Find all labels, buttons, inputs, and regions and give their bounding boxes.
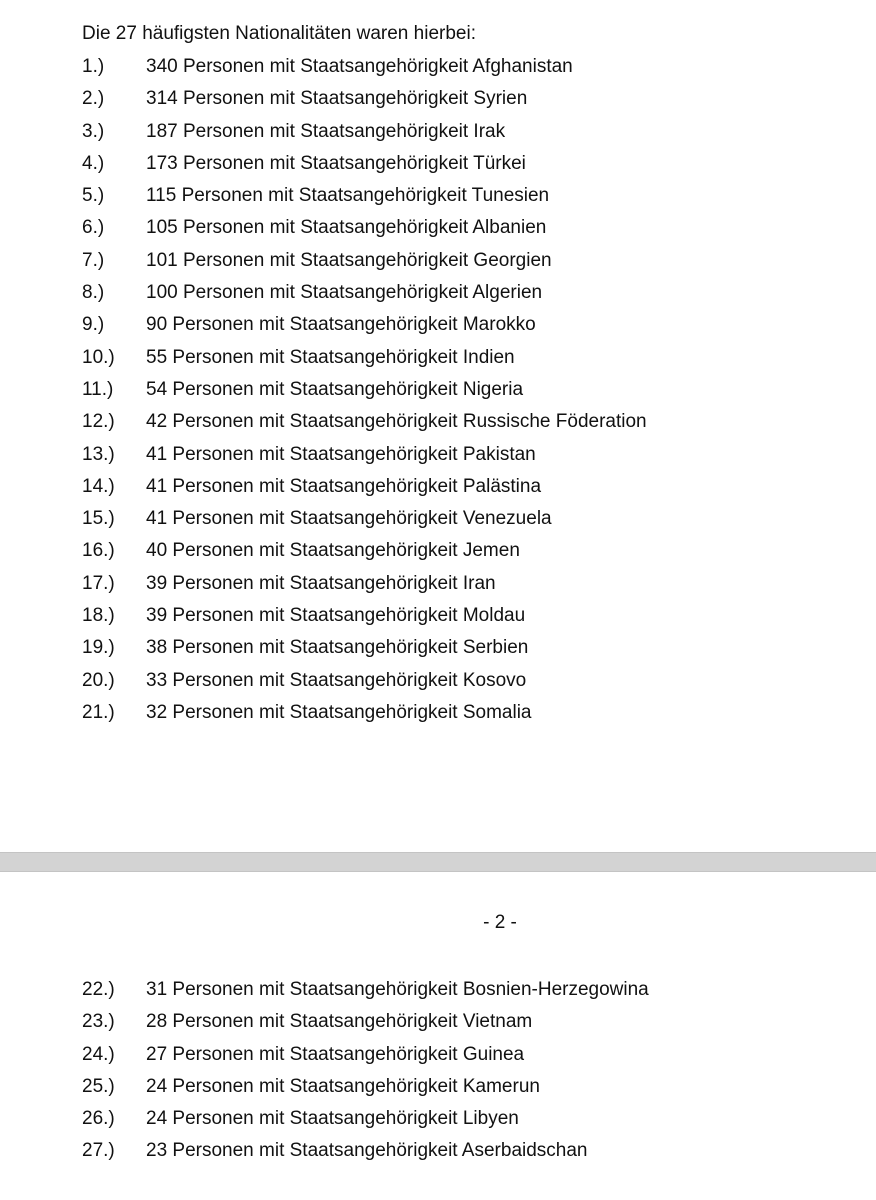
- list-item-text: 101 Personen mit Staatsangehörigkeit Georgien: [146, 249, 552, 271]
- list-item: [82, 121, 647, 153]
- list-item-number: 18.): [82, 605, 115, 627]
- list-item: [82, 411, 647, 443]
- list-item: [82, 476, 647, 508]
- list-item-text: 39 Personen mit Staatsangehörigkeit Moldau: [146, 605, 526, 627]
- list-item-number: 3.): [82, 120, 105, 142]
- list-item: [82, 379, 647, 411]
- list-item-number: 17.): [82, 572, 115, 594]
- list-item-number: 7.): [82, 249, 105, 271]
- list-item-text: 54 Personen mit Staatsangehörigkeit Nigeria: [146, 378, 524, 400]
- list-item: [82, 1140, 649, 1172]
- page-separator: [0, 852, 876, 872]
- list-item: [82, 508, 647, 540]
- list-item-text: 24 Personen mit Staatsangehörigkeit Kamerun: [146, 1075, 540, 1097]
- list-item: [82, 88, 647, 120]
- list-item-number: 26.): [82, 1108, 115, 1130]
- list-item-number: 1.): [82, 56, 105, 77]
- list-item: [82, 56, 647, 88]
- list-item-number: 11.): [82, 378, 114, 400]
- list-item: [82, 444, 647, 476]
- list-item-number: 23.): [82, 1011, 115, 1033]
- list-item-text: 31 Personen mit Staatsangehörigkeit Bosnien-Herzegowina: [146, 979, 649, 1000]
- list-item: [82, 217, 647, 249]
- list-item-text: 39 Personen mit Staatsangehörigkeit Iran: [146, 572, 496, 594]
- list-item: [82, 670, 647, 702]
- list-item: [82, 702, 647, 734]
- list-item-number: 10.): [82, 346, 115, 368]
- list-item-text: 100 Personen mit Staatsangehörigkeit Algerien: [146, 282, 543, 304]
- nationality-list-continued: [82, 979, 649, 1173]
- list-item: [82, 637, 647, 669]
- list-item: [82, 1044, 649, 1076]
- list-item: [82, 1076, 649, 1108]
- list-item: [82, 314, 647, 346]
- document-page-2: [0, 872, 876, 1200]
- list-item-number: 12.): [82, 411, 115, 433]
- list-item-number: 2.): [82, 88, 105, 110]
- list-item-text: 115 Personen mit Staatsangehörigkeit Tunesien: [146, 185, 550, 207]
- list-item: [82, 573, 647, 605]
- list-heading: Die 27 häufigsten Nationalitäten waren hierbei:: [82, 23, 476, 44]
- list-item-number: 6.): [82, 217, 105, 239]
- list-item: [82, 979, 649, 1011]
- list-item-text: 187 Personen mit Staatsangehörigkeit Irak: [146, 120, 506, 142]
- list-item-text: 41 Personen mit Staatsangehörigkeit Palästina: [146, 475, 542, 497]
- list-item-text: 32 Personen mit Staatsangehörigkeit Somalia: [146, 701, 532, 723]
- list-item: [82, 605, 647, 637]
- list-item: [82, 282, 647, 314]
- list-item-text: 90 Personen mit Staatsangehörigkeit Marokko: [146, 314, 536, 336]
- list-item-number: 20.): [82, 669, 115, 691]
- list-item: [82, 250, 647, 282]
- list-item: [82, 153, 647, 185]
- list-item-number: 9.): [82, 314, 105, 336]
- list-item-number: 15.): [82, 508, 115, 530]
- list-item-text: 40 Personen mit Staatsangehörigkeit Jemen: [146, 540, 520, 562]
- list-item-text: 23 Personen mit Staatsangehörigkeit Aserbaidschan: [146, 1140, 588, 1162]
- list-item-number: 25.): [82, 1075, 115, 1097]
- list-item-text: 41 Personen mit Staatsangehörigkeit Venezuela: [146, 508, 552, 530]
- list-item: [82, 1011, 649, 1043]
- list-item-number: 14.): [82, 475, 115, 497]
- list-item-text: 173 Personen mit Staatsangehörigkeit Türkei: [146, 152, 526, 174]
- list-item-text: 28 Personen mit Staatsangehörigkeit Vietnam: [146, 1011, 533, 1033]
- list-item-number: 8.): [82, 282, 105, 304]
- list-item-text: 105 Personen mit Staatsangehörigkeit Albanien: [146, 217, 547, 239]
- list-item-number: 13.): [82, 443, 115, 465]
- list-item-number: 19.): [82, 637, 115, 659]
- list-item-text: 42 Personen mit Staatsangehörigkeit Russische Föderation: [146, 411, 647, 433]
- list-item-text: 55 Personen mit Staatsangehörigkeit Indien: [146, 346, 515, 368]
- list-item-number: 21.): [82, 701, 115, 723]
- list-item-text: 24 Personen mit Staatsangehörigkeit Libyen: [146, 1108, 519, 1130]
- nationality-list: [82, 56, 647, 734]
- list-item-number: 22.): [82, 979, 115, 1000]
- list-item-number: 24.): [82, 1043, 115, 1065]
- list-item: [82, 185, 647, 217]
- page-number: - 2 -: [483, 912, 517, 933]
- list-item: [82, 347, 647, 379]
- list-item-text: 27 Personen mit Staatsangehörigkeit Guinea: [146, 1043, 525, 1065]
- list-item: [82, 540, 647, 572]
- list-item-text: 38 Personen mit Staatsangehörigkeit Serbien: [146, 637, 529, 659]
- list-item-text: 41 Personen mit Staatsangehörigkeit Pakistan: [146, 443, 536, 465]
- list-item-text: 33 Personen mit Staatsangehörigkeit Kosovo: [146, 669, 527, 691]
- list-item-text: 340 Personen mit Staatsangehörigkeit Afghanistan: [146, 56, 573, 77]
- list-item-number: 16.): [82, 540, 115, 562]
- list-item: [82, 1108, 649, 1140]
- list-item-number: 5.): [82, 185, 105, 207]
- list-item-text: 314 Personen mit Staatsangehörigkeit Syrien: [146, 88, 528, 110]
- list-item-number: 4.): [82, 152, 105, 174]
- list-item-number: 27.): [82, 1140, 115, 1162]
